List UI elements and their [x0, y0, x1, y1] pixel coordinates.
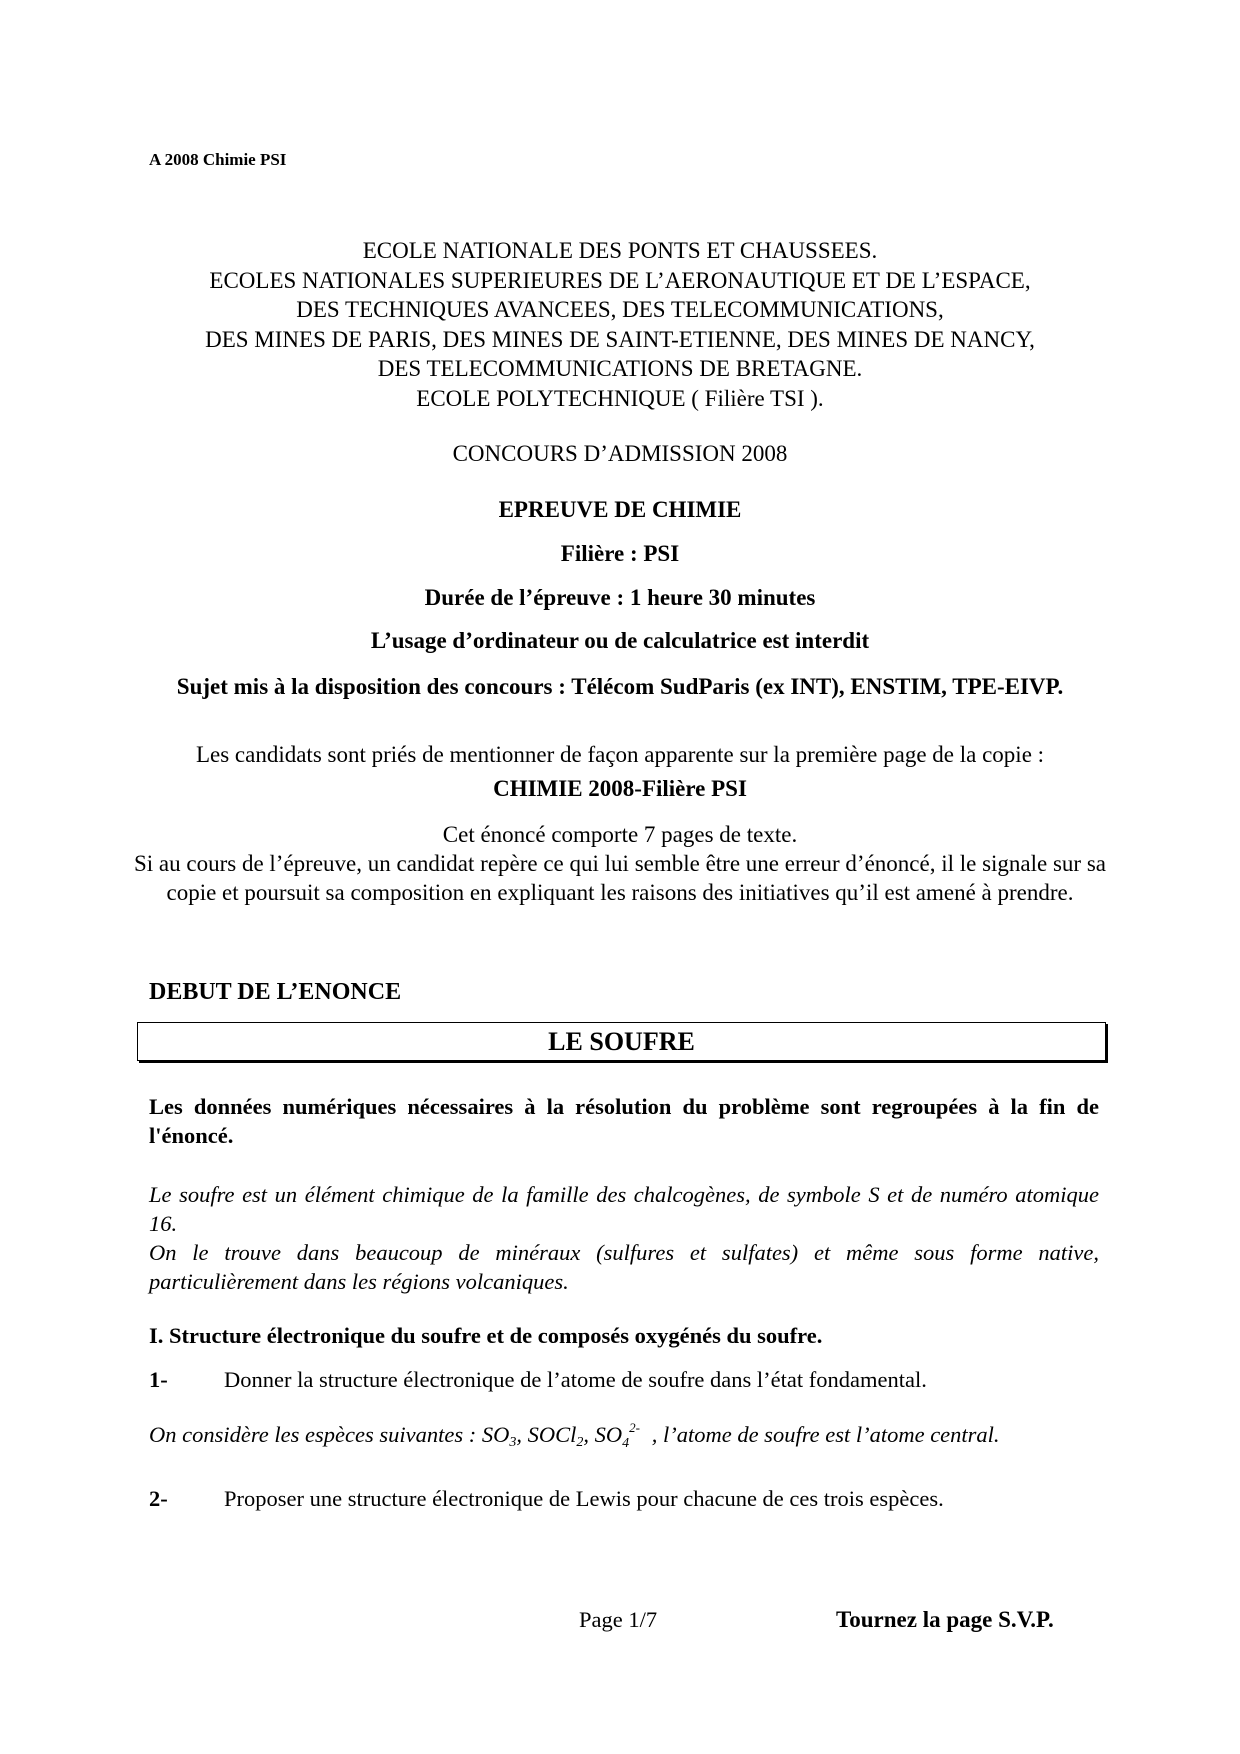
turn-page-notice: Tournez la page S.V.P. — [836, 1607, 1054, 1632]
copie-label: CHIMIE 2008-Filière PSI — [493, 776, 747, 801]
sujet-notice: Sujet mis à la disposition des concours : Télécom SudParis (ex INT), ENSTIM, TPE-EIVP. — [176, 674, 1064, 699]
institution-line: ECOLE NATIONALE DES PONTS ET CHAUSSEES. — [362, 238, 878, 263]
epreuve-title: EPREUVE DE CHIMIE — [498, 497, 742, 522]
section-heading: . Structure électronique du soufre et de composés oxygénés du soufre. — [157, 1323, 823, 1348]
institutions-block — [0, 236, 1240, 413]
institution-line: DES MINES DE PARIS, DES MINES DE SAINT-ETIENNE, DES MINES DE NANCY, — [205, 326, 1035, 352]
especes-statement: On considère les espèces suivantes : $SO_3$, SOCl$_2$, SO 4 2- , l’atome de soufre est l’atome central. — [149, 1420, 1000, 1451]
enonce-info — [130, 820, 1110, 907]
section-title — [149, 1323, 822, 1349]
filiere-label: Filière : PSI — [560, 541, 680, 566]
erreur-notice: Si au cours de l’épreuve, un candidat repère ce qui lui semble être une erreur d’énoncé, il le signale sur sa copie et poursuit sa composition en expliquant les raisons des initiatives qu’il est amené à prendre. — [134, 851, 1106, 905]
header-code: A 2008 Chimie PSI — [149, 150, 287, 169]
intro-paragraph: On le trouve dans beaucoup de minéraux (sulfures et sulfates) et même sous forme native, particulièrement dans les régions volcaniques. — [149, 1240, 1099, 1294]
question-number: 1- — [149, 1367, 168, 1392]
duree-label: Durée de l’épreuve : 1 heure 30 minutes — [424, 585, 816, 610]
pages-count: Cet énoncé comporte 7 pages de texte. — [442, 822, 798, 847]
so4-indices: 4 2- — [622, 1420, 640, 1451]
usage-notice: L’usage d’ordinateur ou de calculatrice est interdit — [370, 628, 870, 653]
donnees-notice: Les données numériques nécessaires à la résolution du problème sont regroupées à la fin de l'énoncé. — [149, 1094, 1099, 1148]
institution-line: ECOLES NATIONALES SUPERIEURES DE L’AERONAUTIQUE ET DE L’ESPACE, — [209, 267, 1031, 293]
question-text: Proposer une structure électronique de Lewis pour chacune de ces trois espèces. — [224, 1486, 944, 1511]
section-number: I — [149, 1323, 158, 1348]
institution-line: ECOLE POLYTECHNIQUE ( Filière TSI ). — [416, 385, 824, 411]
debut-enonce: DEBUT DE L’ENONCE — [149, 979, 402, 1005]
concours-title: CONCOURS D’ADMISSION 2008 — [452, 441, 788, 466]
page-number: Page 1/7 — [579, 1607, 658, 1632]
question-text: Donner la structure électronique de l’atome de soufre dans l’état fondamental. — [224, 1367, 927, 1392]
candidats-notice: Les candidats sont priés de mentionner de façon apparente sur la première page de la copie : — [195, 742, 1045, 767]
institution-line: DES TELECOMMUNICATIONS DE BRETAGNE. — [377, 356, 863, 381]
intro-paragraph: Le soufre est un élément chimique de la famille des chalcogènes, de symbole S et de numéro atomique 16. — [149, 1182, 1099, 1236]
problem-title: LE SOUFRE — [137, 1022, 1106, 1061]
question-number: 2- — [149, 1486, 168, 1511]
institution-line: DES TECHNIQUES AVANCEES, DES TELECOMMUNICATIONS, — [296, 297, 944, 322]
